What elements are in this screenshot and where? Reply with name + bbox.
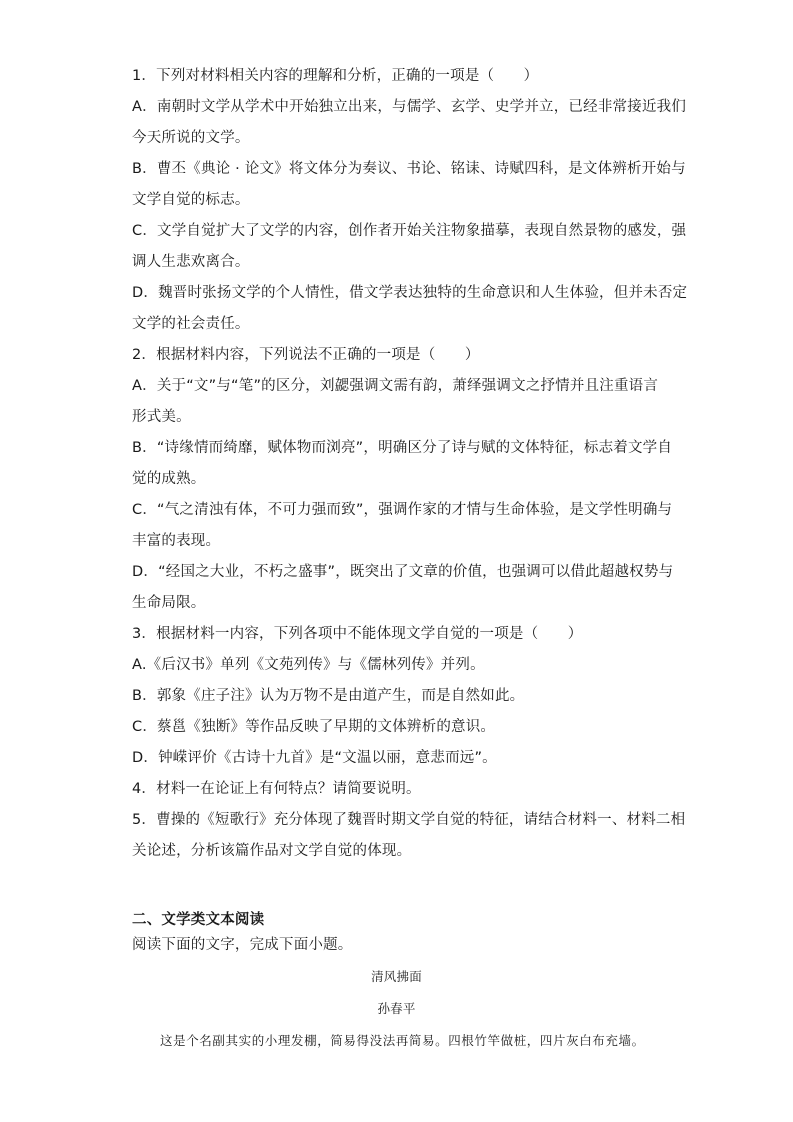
question-3-option-d: D．钟嵘评价《古诗十九首》是“文温以丽，意悲而远”。 <box>132 750 497 766</box>
question-3-option-a: A.《后汉书》单列《文苑列传》与《儒林列传》并列。 <box>132 657 485 673</box>
question-2-option-b-line1: B．“诗缘情而绮靡，赋体物而浏亮”，明确区分了诗与赋的文体特征，标志着文学自 <box>132 440 673 456</box>
section-2-heading: 二、文学类文本阅读 <box>132 912 265 928</box>
question-3-option-b: B．郭象《庄子注》认为万物不是由道产生，而是自然如此。 <box>132 688 525 704</box>
question-3-stem: 3．根据材料一内容，下列各项中不能体现文学自觉的一项是（ ） <box>132 626 583 642</box>
question-2-option-c-line2: 丰富的表现。 <box>132 533 221 549</box>
question-1-option-d-line2: 文学的社会责任。 <box>132 316 250 332</box>
section-2-instruction: 阅读下面的文字，完成下面小题。 <box>132 937 353 953</box>
question-2-option-b-line2: 觉的成熟。 <box>132 471 206 487</box>
question-2-stem: 2．根据材料内容，下列说法不正确的一项是（ ） <box>132 347 480 363</box>
question-1-option-a-line1: A．南朝时文学从学术中开始独立出来，与儒学、玄学、史学并立，已经非常接近我们 <box>132 99 687 115</box>
question-1-option-d-line1: D．魏晋时张扬文学的个人情性，借文学表达独特的生命意识和人生体验，但并未否定 <box>132 285 688 301</box>
question-4: 4．材料一在论证上有何特点？请简要说明。 <box>132 781 421 797</box>
question-2-option-d-line2: 生命局限。 <box>132 595 206 611</box>
question-5-line1: 5．曹操的《短歌行》充分体现了魏晋时期文学自觉的特征，请结合材料一、材料二相 <box>132 812 686 828</box>
question-3-option-c: C．蔡邕《独断》等作品反映了早期的文体辨析的意识。 <box>132 719 496 735</box>
question-1-option-c-line1: C．文学自觉扩大了文学的内容，创作者开始关注物象描摹，表现自然景物的感发，强 <box>132 223 687 239</box>
question-5-line2: 关论述，分析该篇作品对文学自觉的体现。 <box>132 843 412 859</box>
question-2-option-d-line1: D．“经国之大业，不朽之盛事”，既突出了文章的价值，也强调可以借此超越权势与 <box>132 564 674 580</box>
question-1-option-c-line2: 调人生悲欢离合。 <box>132 254 250 270</box>
question-1-option-b-line2: 文学自觉的标志。 <box>132 192 250 208</box>
question-1-option-b-line1: B．曹丕《典论 · 论文》将文体分为奏议、书论、铭诔、诗赋四科，是文体辨析开始与 <box>132 161 686 177</box>
question-2-option-a-line1: A．关于“文”与“笔”的区分，刘勰强调文需有韵，萧绎强调文之抒情并且注重语言 <box>132 378 659 394</box>
question-1-stem: 1．下列对材料相关内容的理解和分析，正确的一项是（ ） <box>132 68 539 84</box>
question-2-option-c-line1: C．“气之清浊有体，不可力强而致”，强调作家的才情与生命体验，是文学性明确与 <box>132 502 673 518</box>
story-title: 清风拂面 <box>371 969 422 984</box>
story-author: 孙春平 <box>377 1001 416 1016</box>
question-2-option-a-line2: 形式美。 <box>132 409 191 425</box>
story-paragraph-line: 这是个名副其实的小理发棚，简易得没法再简易。四根竹竿做桩，四片灰白布充墙。 <box>160 1033 645 1048</box>
question-1-option-a-line2: 今天所说的文学。 <box>132 130 250 146</box>
